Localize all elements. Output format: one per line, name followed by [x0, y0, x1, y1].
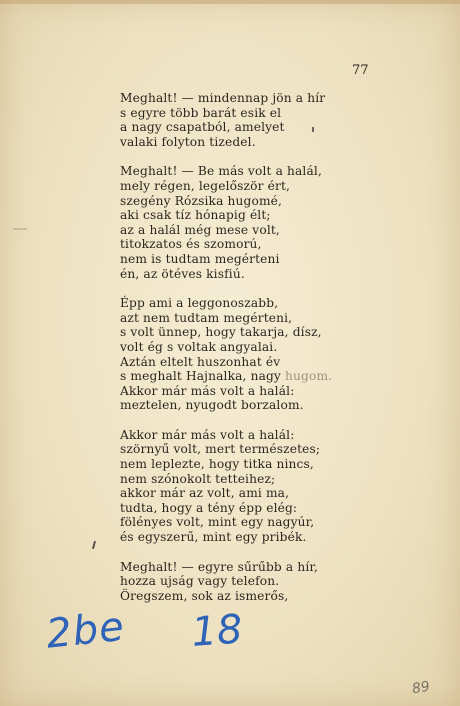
- handwritten-corner-number: 89: [410, 678, 432, 698]
- faded-word: hugom.: [285, 369, 333, 384]
- poem-line: nem is tudtam megérteni: [120, 251, 280, 266]
- pencil-mark: [92, 541, 96, 549]
- poem-line: meztelen, nyugodt borzalom.: [120, 398, 304, 413]
- poem-line: hozza ujság vagy telefon.: [120, 574, 280, 589]
- poem-line: én, az ötéves kisfiú.: [120, 266, 245, 281]
- poem-line: szörnyű volt, mert természetes;: [120, 442, 321, 457]
- poem-line: azt nem tudtam megérteni,: [120, 310, 293, 325]
- poem-line: Épp ami a leggonoszabb,: [120, 296, 279, 311]
- poem-line: akkor már az volt, ami ma,: [120, 486, 290, 501]
- poem-line: szegény Rózsika hugomé,: [120, 193, 283, 208]
- poem-line: Meghalt! — egyre sűrűbb a hír,: [120, 559, 319, 574]
- poem-line: s volt ünnep, hogy takarja, dísz,: [120, 325, 322, 340]
- handwritten-note-right: 18: [190, 606, 244, 656]
- stanza: [120, 164, 350, 281]
- poem-line: aki csak tíz hónapig élt;: [120, 208, 271, 223]
- poem-line: Akkor már más volt a halál:: [120, 383, 295, 398]
- poem-line: tudta, hogy a tény épp elég:: [120, 500, 298, 515]
- stanza: [120, 91, 350, 149]
- page-number: 77: [352, 63, 369, 78]
- poem-line: mely régen, legelőször ért,: [120, 178, 291, 193]
- poem-line: az a halál még mese volt,: [120, 222, 280, 237]
- poem-text: [120, 91, 350, 618]
- poem-line: nem szónokolt tetteihez;: [120, 471, 276, 486]
- poem-line: nem leplezte, hogy titka nincs,: [120, 457, 314, 472]
- stanza: [120, 296, 350, 413]
- page-top-edge: [0, 0, 460, 4]
- poem-line: volt ég s voltak angyalai.: [120, 339, 278, 354]
- poem-line: s meghalt Hajnalka, nagy hugom.: [120, 369, 333, 384]
- poem-line: fölényes volt, mint egy nagyúr,: [120, 515, 315, 530]
- poem-line: Aztán eltelt huszonhat év: [120, 354, 281, 369]
- poem-line: Meghalt! — mindennap jön a hír: [120, 91, 326, 105]
- poem-line: Meghalt! — Be más volt a halál,: [120, 164, 322, 179]
- margin-mark: [13, 228, 27, 230]
- stanza: [120, 428, 350, 545]
- poem-line: Akkor már más volt a halál:: [120, 427, 295, 442]
- poem-line: a nagy csapatból, amelyet: [120, 120, 285, 135]
- poem-line: és egyszerű, mint egy pribék.: [120, 530, 307, 545]
- poem-line: Öregszem, sok az ismerős,: [120, 588, 289, 603]
- stanza: [120, 560, 350, 604]
- poem-line: s egyre több barát esik el: [120, 105, 282, 120]
- poem-line: valaki folyton tizedel.: [120, 134, 256, 149]
- poem-line: titokzatos és szomorú,: [120, 237, 262, 252]
- handwritten-note-left: 2be: [44, 603, 127, 658]
